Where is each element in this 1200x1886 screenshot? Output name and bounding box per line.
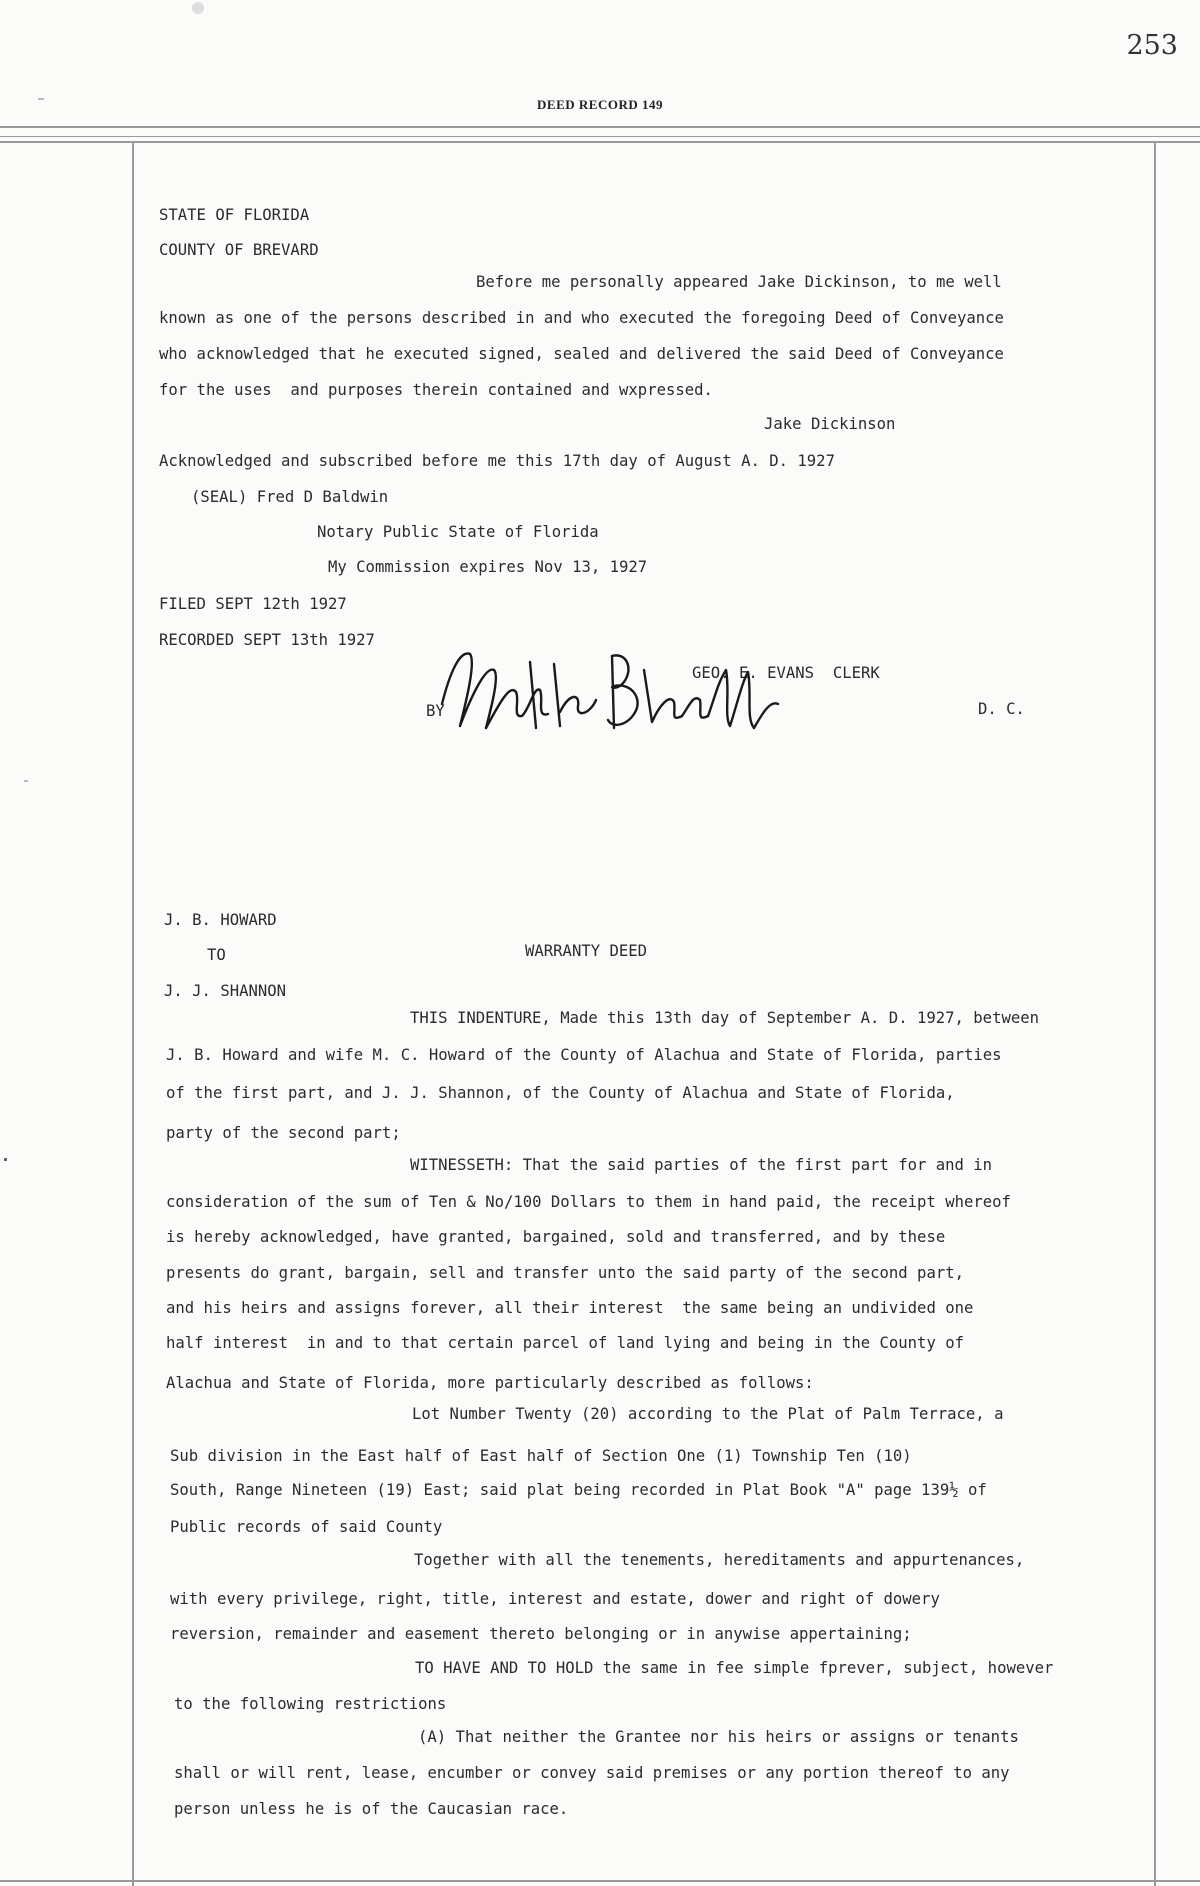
acknowledgment-line: who acknowledged that he executed signed, sealed and delivered the said Deed of Conveyance	[159, 345, 1004, 363]
right-margin-line	[1154, 141, 1156, 1886]
deed-line: reversion, remainder and easement thereto belonging or in anywise appertaining;	[170, 1625, 912, 1643]
seal-line: (SEAL) Fred D Baldwin	[191, 488, 389, 506]
subscribed-line: Acknowledged and subscribed before me this 17th day of August A. D. 1927	[159, 452, 835, 470]
header-rule-bottom	[0, 141, 1200, 143]
recorded-line: RECORDED SEPT 13th 1927	[159, 631, 375, 649]
deed-line: half interest in and to that certain parcel of land lying and being in the County of	[166, 1334, 964, 1352]
deed-line: shall or will rent, lease, encumber or convey said premises or any portion thereof to any	[174, 1764, 1010, 1782]
commission-line: My Commission expires Nov 13, 1927	[328, 558, 648, 576]
notary-title: Notary Public State of Florida	[317, 523, 599, 541]
by-label: BY	[426, 702, 445, 720]
signer-name: Jake Dickinson	[764, 415, 896, 433]
deed-title: WARRANTY DEED	[525, 942, 648, 960]
clerk-line: GEO. E. EVANS CLERK	[692, 664, 880, 682]
footer-rule	[0, 1880, 1200, 1882]
deed-line: J. B. Howard and wife M. C. Howard of the County of Alachua and State of Florida, parties	[166, 1046, 1002, 1064]
deed-line: Together with all the tenements, hereditaments and appurtenances,	[414, 1551, 1025, 1569]
deed-line: consideration of the sum of Ten & No/100 Dollars to them in hand paid, the receipt whereof	[166, 1193, 1011, 1211]
deed-line: Public records of said County	[170, 1518, 443, 1536]
to-label: TO	[207, 946, 226, 964]
deed-line: TO HAVE AND TO HOLD the same in fee simple fprever, subject, however	[415, 1659, 1054, 1677]
deed-line: Alachua and State of Florida, more particularly described as follows:	[166, 1374, 814, 1392]
scan-mark	[4, 1158, 7, 1161]
deed-line: Lot Number Twenty (20) according to the Plat of Palm Terrace, a	[412, 1405, 1004, 1423]
deed-line: of the first part, and J. J. Shannon, of the County of Alachua and State of Florida,	[166, 1084, 955, 1102]
header-rule-thin	[0, 136, 1200, 137]
deed-line: with every privilege, right, title, interest and estate, dower and right of dowery	[170, 1590, 940, 1608]
deed-line: presents do grant, bargain, sell and transfer unto the said party of the second part,	[166, 1264, 964, 1282]
scan-mark	[192, 2, 204, 14]
acknowledgment-line: for the uses and purposes therein contained and wxpressed.	[159, 381, 713, 399]
deed-line: person unless he is of the Caucasian race.	[174, 1800, 569, 1818]
deed-line: (A) That neither the Grantee nor his heirs or assigns or tenants	[418, 1728, 1019, 1746]
filed-line: FILED SEPT 12th 1927	[159, 595, 347, 613]
deed-line: WITNESSETH: That the said parties of the first part for and in	[410, 1156, 993, 1174]
left-margin-line	[132, 141, 134, 1886]
deed-line: THIS INDENTURE, Made this 13th day of September A. D. 1927, between	[410, 1009, 1040, 1027]
handwritten-signature	[430, 642, 790, 742]
grantee-name: J. J. SHANNON	[164, 982, 287, 1000]
scan-mark	[38, 98, 44, 100]
deed-line: is hereby acknowledged, have granted, bargained, sold and transferred, and by these	[166, 1228, 946, 1246]
scan-mark	[24, 780, 28, 782]
acknowledgment-line: known as one of the persons described in and who executed the foregoing Deed of Conveyance	[159, 309, 1004, 327]
page-number: 253	[1126, 30, 1178, 61]
acknowledgment-line: Before me personally appeared Jake Dickinson, to me well	[476, 273, 1002, 291]
deed-line: to the following restrictions	[174, 1695, 447, 1713]
deed-line: party of the second part;	[166, 1124, 401, 1142]
county-line: COUNTY OF BREVARD	[159, 241, 319, 259]
grantor-name: J. B. HOWARD	[164, 911, 277, 929]
deputy-clerk-label: D. C.	[978, 700, 1025, 718]
deed-line: South, Range Nineteen (19) East; said plat being recorded in Plat Book "A" page 139½ of	[170, 1481, 987, 1499]
state-line: STATE OF FLORIDA	[159, 206, 310, 224]
deed-line: and his heirs and assigns forever, all their interest the same being an undivided one	[166, 1299, 974, 1317]
deed-line: Sub division in the East half of East half of Section One (1) Township Ten (10)	[170, 1447, 912, 1465]
header-rule-top	[0, 126, 1200, 128]
record-title: DEED RECORD 149	[537, 97, 663, 112]
